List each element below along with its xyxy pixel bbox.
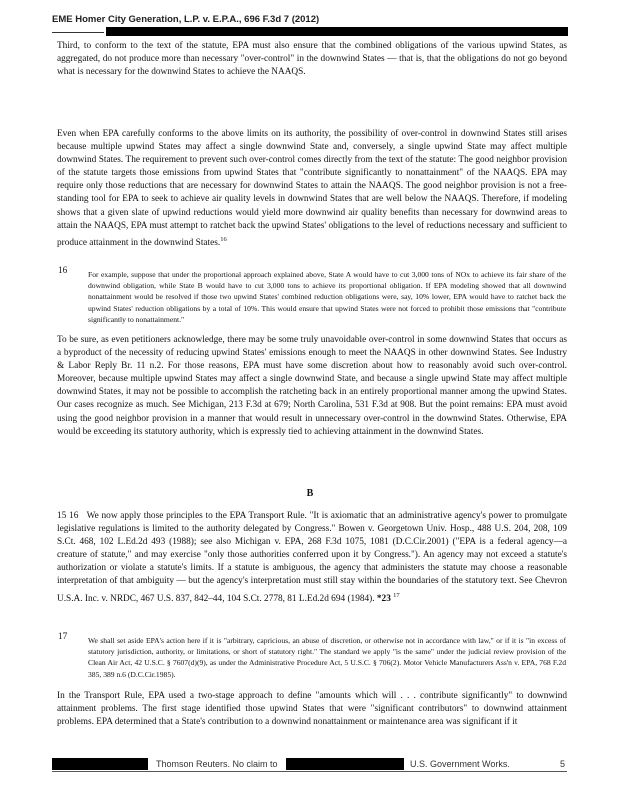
paragraph-over-control-text: Even when EPA carefully conforms to the above limits on its authority, the possibility of over-control in downwind States still arises because multiple upwind States may affect a single downwind State and, conversely, a single upwind State may affect multiple downwind States. The requirement to prevent such over-control comes directly from the text of the statute: The good neighbor provision of the statute targets those emissions from upwind States that "contribute significantly to nonattainment" of the NAAQS. EPA may require only those reductions that are necessary for downwind States to attain the NAAQS. The good neighbor provision is not a free-standing tool for EPA to seek to achieve air quality levels in downwind States that are well below the NAAQS. Therefore, if modeling shows that a given slate of upwind reductions would yield more downwind air quality benefits than necessary for downwind areas to attain the NAAQS, EPA must attempt to ratchet back the upwind States' obligations to the level of reductions necessary and sufficient to produce attainment in the downwind States.: [57, 129, 567, 248]
footer-redaction-middle: [286, 758, 404, 770]
footnote-17-text: We shall set aside EPA's action here if it is "arbitrary, capricious, an abuse of discretion, or otherwise not in accordance with law," or if it is "in excess of statutory jurisdiction, authority, or limitations, or short of statutory right." The standard we apply "is the same" under the judicial review provision of the Clean Air Act, 42 U.S.C. § 7607(d)(9), as under the Administrative Procedure Act, 5 U.S.C. § 706(2). Motor Vehicle Manufacturers Ass'n v. EPA, 768 F.2d 385, 389 n.6 (D.C.Cir.1985).: [88, 636, 566, 679]
star-page: *23: [376, 593, 391, 604]
headnote-markers[interactable]: 15 16: [57, 511, 79, 521]
page-number: 5: [560, 759, 566, 769]
paragraph-transport-rule: [57, 510, 567, 606]
paragraph-transport-rule-text: We now apply those principles to the EPA Transport Rule. "It is axiomatic that an administrative agency's power to promulgate legislative regulations is limited to the authority delegated by Congress." Bowen v. Georgetown Univ. Hosp., 488 U.S. 204, 208, 109 S.Ct. 468, 102 L.Ed.2d 493 (1988); see also Michigan v. EPA, 268 F.3d 1075, 1081 (D.C.Cir.2001) ("EPA is a federal agency—a creature of statute," and may exercise "only those authorities conferred upon it by Congress."). An agency may not exceed a statute's authorization or violate a statute's limits. If a statute is ambiguous, the agency that administers the statute may choose a reasonable interpretation of that ambiguity — but the agency's interpretation must still stay within the boundaries of the statutory text. See Chevron U.S.A. Inc. v. NRDC, 467 U.S. 837, 842–44, 104 S.Ct. 2778, 81 L.Ed.2d 694 (1984).: [57, 511, 567, 604]
section-heading-b: B: [306, 488, 314, 499]
header-rule: [52, 32, 104, 33]
footnote-17-number: 17: [58, 632, 68, 642]
redaction-bar: [106, 27, 568, 36]
footer-publisher: Thomson Reuters. No claim to: [156, 759, 278, 769]
paragraph-over-control: [57, 128, 567, 250]
footnote-ref-17[interactable]: 17: [393, 591, 400, 599]
paragraph-to-be-sure: To be sure, as even petitioners acknowledge, there may be some truly unavoidable over-control in some downwind States that occurs as a byproduct of the necessity of reducing upwind States' emissions enough to meet the NAAQS in other downwind States. See Industry & Labor Reply Br. 11 n.2. For those reasons, EPA must have some discretion about how to reasonably avoid such over-control. Moreover, because multiple upwind States may affect a single downwind State, and because a single upwind State may affect multiple downwind States, it may not be possible to accomplish the ratcheting back in an entirely proportional manner among the upwind States. Our cases recognize as much. See Michigan, 213 F.3d at 679; North Carolina, 531 F.3d at 908. But the point remains: EPA must avoid using the good neighbor provision in a manner that would result in unnecessary over-control in the downwind States. Otherwise, EPA would be exceeding its statutory authority, which is expressly tied to achieving attainment in the downwind States.: [57, 335, 567, 437]
footnote-16-number: 16: [58, 266, 68, 276]
footer-rule: [52, 771, 567, 772]
footer-works: U.S. Government Works.: [410, 759, 510, 769]
case-title: EME Homer City Generation, L.P. v. E.P.A., 696 F.3d 7 (2012): [52, 14, 320, 25]
footer-redaction-left: [52, 758, 148, 770]
footnote-16-text: For example, suppose that under the proportional approach explained above, State A would have to cut 3,000 tons of NOx to achieve its fair share of the downwind obligation, while State B would have to cut 3,000 tons to achieve its proportional obligation. If EPA modeling showed that all downwind nonattainment would be resolved if those two upwind States' combined reduction obligations were, say, 10% lower, EPA would have to ratchet back the upwind States' reduction obligations by a total of 10%. This would ensure that upwind States were not forced to prohibit those emissions that "contribute significantly to nonattainment.": [88, 270, 566, 324]
paragraph-two-stage: In the Transport Rule, EPA used a two-stage approach to define "amounts which will . . . contribute significantly" to downwind attainment problems. The first stage identified those upwind States that were "significant contributors" to downwind attainment problems. EPA determined that a State's contribution to a downwind nonattainment or maintenance area was significant if it: [57, 691, 567, 728]
paragraph-third: Third, to conform to the text of the statute, EPA must also ensure that the combined obligations of the various upwind States, as aggregated, do not produce more than necessary "over-control" in the downwind States — that is, that the obligations do not go beyond what is necessary for the downwind States to achieve the NAAQS.: [57, 41, 567, 78]
footnote-ref-16[interactable]: 16: [220, 235, 227, 243]
